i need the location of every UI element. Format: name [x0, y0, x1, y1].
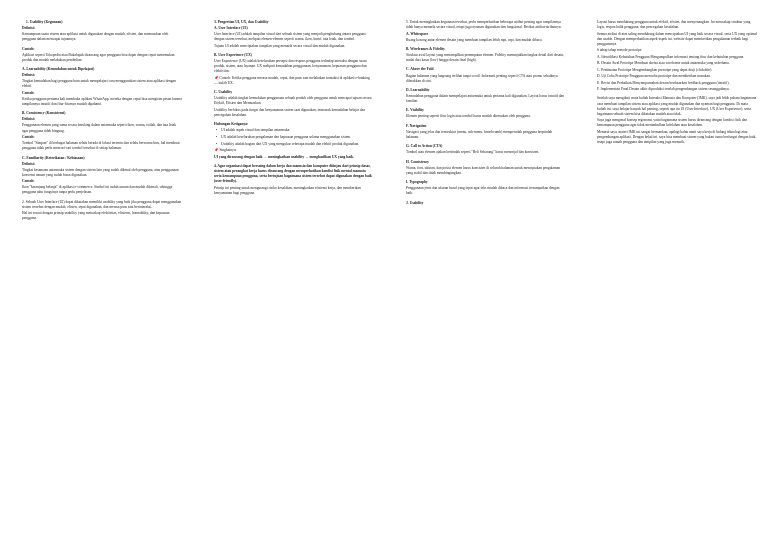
ux-text: User Experience (UX) adalah keseluruhan persepsi dan respons pengguna terhadap interaksi dengan suatu produk, sistem, atau layanan. UX meliputi kemudahan penggunaan, kenyamanan, kepuasan pengguna dan efektivitas. — [214, 59, 367, 74]
section-title: 1. Usability (Kegunaan) — [26, 20, 63, 24]
definition-label: Definisi: — [22, 73, 35, 78]
note-paragraph: Hal ini sesuai dengan prinsip usability yang mencakup efektivitas, efisiensi, learnability, dan kepuasan pengguna. — [22, 211, 170, 221]
reflection-paragraph-2: Saya juga mengenal konsep ergonomi, yaitu bagaimana sistem harus dirancang dengan kondisi fisik dan kemampuan pengguna agar tidak menimbulkan kelelahan atau kesalahan. — [597, 118, 748, 128]
subsection-title: B. Consistency (Konsistensi) — [22, 111, 66, 116]
reflection-paragraph-3: Menurut saya, materi IMK ini sangat bermanfaat, apalagi kalau nanti saya kerja di bidang teknologi atau pengembangan aplikasi. Dengan bekal ini, saya bisa membuat sistem yang bukan cuma berfungsi dengan baik, tetapi juga ramah pengguna dan tampilan yang juga menarik. — [597, 129, 757, 144]
example-label: Contoh: — [22, 179, 35, 184]
definition-label: Definisi: — [22, 161, 35, 166]
column-3 — [406, 20, 566, 210]
ergonomics-section — [214, 164, 374, 196]
learnability-section — [22, 67, 182, 107]
attribute-text: Navigasi yang jelas dan terstruktur (menu, sub-menu, breadcrumb) memperudah pengguna berpindah halaman. — [406, 129, 553, 139]
attribute-title: J. Usability — [406, 200, 424, 205]
reflection-paragraph-1: Setelah saya mengikuti mata kuliah Interaksi Manusia dan Komputer (IMK), saya jadi lebih paham bagaimana cara membuat tampilan sistem atau aplikasi yang mudah digunakan dan nyaman bagi pengguna. Di mata kuliah ini, saya belajar banyak hal penting, seperti apa itu UI (User Interface), UX (User Experience), serta bagaimana sebuah sistem bisa dikatakan mudah atau tidak. — [597, 96, 757, 116]
familiarity-section — [22, 156, 182, 196]
attributes-intro: 5. Untuk meningkatkan kegunaan tersebut, perlu memperhatikan beberapa atribut penting agar tampilannya tidak hanya menarik secara visual, tetapi juga nyaman digunakan dan fungsional. Berikut atribut-atributnya: — [406, 20, 562, 30]
step-item: A. Identifikasi Kebutuhan Pengguna Mengumpulkan informasi tentang fitur dan kebutuhan pengguna. — [597, 54, 745, 59]
definition-label: Definisi: — [22, 117, 35, 122]
attribute-title: C. Above the Fold — [406, 67, 434, 72]
section-title: 3. Pengertian UI, UX, dan Usability — [214, 20, 269, 24]
column-1 — [22, 20, 182, 226]
ergonomics-text: 4. Agar organisasi dapat bersaing dalam kerja dan manusia dan komputer ditinjau dari prinsip dasar, sistem atau perangkat kerja harus dirancang dengan memperhatikan kondisi fisik mental manusia serta kemampuan pengguna, serta bertujuan bagaimana sistem tersebut dapat digunakan dengan baik (user-friendly). — [214, 164, 372, 184]
example-label: Contoh: — [22, 90, 35, 95]
relation-bullet: • Usability adalah bagian dari UX yang mengukur seberapa mudah dan efektif produk digunakan. — [214, 142, 374, 147]
attribute-item — [406, 67, 566, 83]
usability-notes — [22, 200, 182, 222]
ui-section — [214, 26, 374, 49]
attribute-text: Elemen penting seperti fitur login atau tombol harus mudah ditemukan oleh pengguna. — [406, 114, 531, 119]
step-item: D. Uji Coba Prototipe Pengguna mencoba prototipe dan memberikan masukan. — [597, 74, 711, 79]
definition-text: Kemampuan suatu sistem atau aplikasi untuk digunakan dengan mudah, efisien, dan memuaskan oleh pengguna dalam mencapai tujuannya. — [22, 32, 169, 42]
prototype-steps — [597, 48, 757, 92]
relation-section — [214, 122, 374, 160]
relation-bullet: • UI adalah aspek visual dan tampilan antarmuka. — [214, 128, 374, 133]
usability-layout-text: Layout harus mendukung pengguna untuk efektif, efisien, dan menyenangkan. Ini mencakup struktur yang logis, respon balik pengguna, dan pencegahan kesalahan. — [597, 20, 751, 30]
attribute-text: Bagian halaman yang langsung terlihat tanpa scroll. Informasi penting seperti CTA atau promo sebaiknya diletakkan di sini. — [406, 73, 558, 83]
section-intro-example — [22, 47, 182, 63]
attribute-item — [406, 160, 566, 176]
example-text: Tombol "Simpan" di berbagai halaman selalu berada di lokasi tertentu dan selalu berwarna biru, hal membuat pengguna tidak perlu mencari-cari tombol tersebut di setiap halaman. — [22, 141, 180, 151]
ux-example-text: Contoh: Ketika pengguna merasa mudah, cepat, dan puas saat melakukan transaksi di aplikasi e-banking — itulah UX. — [214, 75, 370, 85]
attribute-text: Ruang kosong antar elemen desain yang membuat tampilan lebih rapi, rapi, dan mudah dibaca. — [406, 37, 543, 42]
pin-icon: 📌 — [214, 148, 220, 153]
steps-intro: 6 tahap tahap metode prototipe — [597, 48, 642, 53]
usability-text: Usability adalah tingkat kemudahan penggunaan sebuah produk oleh pengguna untuk mencapai tujuan secara Efektif, Efisien dan Memuaskan. — [214, 96, 372, 106]
relation-bullet: • UX adalah keseluruhan pengalaman dan kepuasan pengguna selama menggunakan sistem. — [214, 135, 374, 140]
attribute-title: E. Visibility — [406, 108, 424, 113]
attribute-title: D. Learnability — [406, 87, 430, 92]
step-item: F. Implementasi Final Desain akhir diproduksi setelah pengembangan sistem sesungguhnya. — [597, 87, 730, 92]
summary-text: UI yang dirancang dengan baik → meningkatkan usability → menghasilkan UX yang baik. — [214, 154, 354, 159]
example-label: Contoh: — [22, 135, 35, 140]
attribute-title: B. Wireframes & Fidelity — [406, 46, 445, 51]
attribute-text: Penggunaan jenis dan ukuran huruf yang tepat agar teks mudah dibaca dan informasi tersampaikan dengan baik. — [406, 186, 560, 196]
conclusion-text: Semua atribut di atas saling mendukung dalam menciptakan UI yang baik secara visual, serta UX yang optimal dan usable. Dengan memperhatikan aspek-aspek ini, website dapat memberikan pengalaman terbaik bagi penggunanya. — [597, 31, 757, 46]
usability-text-2: Usability berfokus pada fungsi dan kenyamanan sistem saat digunakan, termasuk kemudahan belajar dan pencegahan kesalahan. — [214, 107, 365, 117]
ux-section — [214, 53, 374, 86]
example-text: Aplikasi seperti Tokopedia atau Bukalapak dirancang agar pengguna bisa dapat dengan cepat menemukan produk dan mudah melakukan pembelian. — [22, 52, 175, 62]
attribute-title: A. Whitespace — [406, 31, 429, 36]
attribute-item — [406, 88, 566, 104]
ux-example — [214, 76, 374, 86]
consistency-section — [22, 111, 182, 151]
example-label: Contoh: — [22, 46, 35, 51]
definition-label: Definisi: — [22, 26, 35, 31]
ui-goal: Tujuan UI adalah menciptakan tampilan yang menarik secara visual dan mudah digunakan. — [214, 43, 346, 48]
attribute-item — [406, 47, 566, 63]
ergonomics-text-2: Prinsip ini penting untuk mengurangi risiko kesalahan, meningkatkan efisiensi kerja, dan memberikan kenyamanan bagi pengguna. — [214, 185, 361, 196]
attribute-title: H. Consistency — [406, 159, 429, 164]
subsection-title: C. Familiarity (Keterikatan / Kebiasaan) — [22, 155, 85, 160]
attribute-item — [406, 32, 566, 43]
definition-text: Penggunaan elemen yang sama secara berulang dalam antarmuka seperti ikon, warna, istilah, dan tata letak agar pengguna tidak bingung. — [22, 123, 176, 133]
relation-title: Hubungan Ketiganya: — [214, 122, 249, 127]
summary-prefix: Singkatnya: — [219, 148, 237, 153]
subsection-title: A. User Interface (UI) — [214, 26, 248, 31]
attribute-title: F. Navigation — [406, 123, 427, 128]
definition-text: Tingkat kesamaan antarmuka sistem dengan sistem lain yang sudah dikenal oleh pengguna, atau penggunaan konvensi umum yang sudah biasa digunakan. — [22, 167, 179, 177]
subsection-title: B. User Experience (UX) — [214, 53, 252, 58]
subsection-title: C. Usability — [214, 90, 233, 95]
section-intro — [22, 26, 182, 42]
step-item: E. Revisi dan Perbaikan Menyempurnakan desain berdasarkan feedback pengguna (iteratif). — [597, 80, 730, 85]
attribute-text: Warna, font, ukuran, dan posisi elemen harus konsisten di seluruh halaman untuk menciptakan pengalaman yang stabil dan tidak membingungkan. — [406, 165, 561, 175]
definition-text: Tingkat kemudahan bagi pengguna baru untuk mempelajari cara menggunakan sistem atau aplikasi dengan efektif. — [22, 79, 176, 89]
usability-section — [214, 90, 374, 118]
attribute-title: G. Call to Action (CTA) — [406, 144, 443, 149]
attribute-item — [406, 144, 566, 155]
pin-icon: 📌 — [214, 75, 220, 80]
summary-line — [214, 148, 374, 153]
attribute-item — [406, 108, 566, 119]
column-4 — [597, 20, 757, 146]
note-paragraph: 2. Sebuah User Interface (UI) dapat dikatakan memiliki usability yang baik jika pengguna dapat menggunakan sistem tersebut dengan mudah, efisien, tepat digunakan, dan merasa puas saat berinteraksi. — [22, 199, 182, 209]
attribute-item — [406, 180, 566, 196]
column-2 — [214, 20, 374, 200]
ui-text: User Interface (UI) adalah tampilan visual dari sebuah sistem yang menjadi penghubung antara pengguna dengan sistem tersebut, meliputi elemen-elemen seperti warna, ikon, huruf, tata letak, dan tombol. — [214, 32, 366, 42]
subsection-title: A. Learnability (Kemudahan untuk Dipelajari) — [22, 67, 95, 72]
attribute-item — [406, 201, 566, 206]
example-text: Ketika pengguna pertama kali membuka aplikasi WhatsApp, mereka dengan cepat bisa mengirim pesan karena tampilannya intuitif dan fitur-fiturnya mudah dipahami. — [22, 96, 182, 106]
attribute-title: I. Typography — [406, 180, 428, 185]
attribute-text: Struktur awal layout yang menampilkan penempatan elemen. Fidelity menunjukkan tingkat detail dari desain, mulai dari kasar (low) hingga desain final (high). — [406, 53, 564, 63]
attribute-item — [406, 124, 566, 140]
example-text: Ikon "keranjang belanja" di aplikasi e-commerce. Simbol ini sudah umum dan mudah dikenali, sehingga pengguna tahu fungsinya tanpa perlu penjelasan. — [22, 185, 173, 195]
attribute-text: Kemudahan pengguna dalam mempelajari antarmuka untuk pertama kali digunakan. Layout harus intuitif dan familiar. — [406, 93, 564, 104]
step-item: C. Pembuatan Prototipe Mengembangkan prototipe yang dapat diuji (clickable). — [597, 67, 713, 72]
step-item: B. Desain Awal Prototipe Membuat sketsa atau wireframe untuk antarmuka yang sederhana. — [597, 61, 730, 66]
attribute-text: Tombol atau elemen ajakan bertindak seperti "Beli Sekarang" harus menonjol dan konsisten. — [406, 150, 540, 155]
